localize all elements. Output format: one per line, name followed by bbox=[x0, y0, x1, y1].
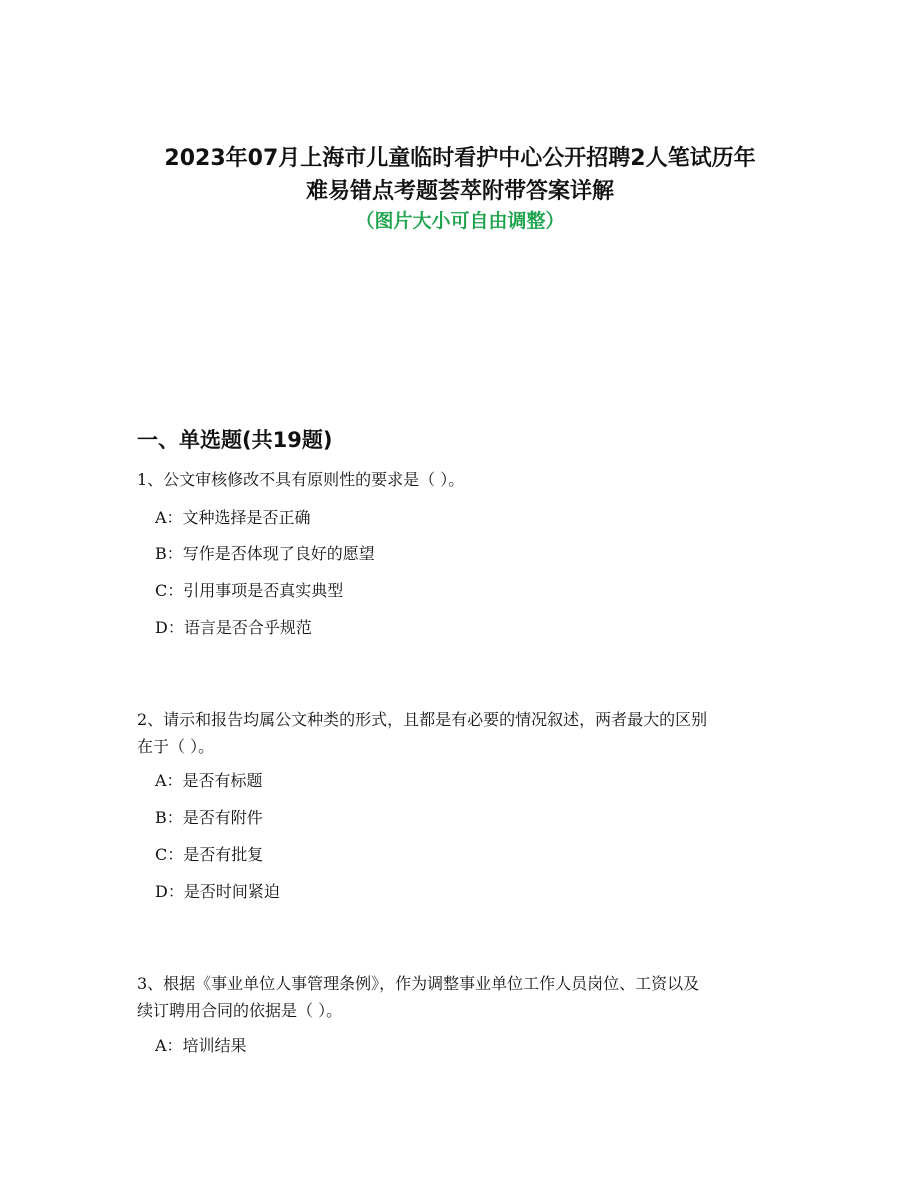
question-3-option-a: A：培训结果 bbox=[155, 1036, 247, 1055]
document-title-line-1: 2023年07月上海市儿童临时看护中心公开招聘2人笔试历年 bbox=[164, 146, 756, 171]
question-2-option-a: A：是否有标题 bbox=[155, 771, 263, 790]
question-1-option-a: A：文种选择是否正确 bbox=[155, 508, 311, 527]
question-2-option-d: D：是否时间紧迫 bbox=[155, 882, 280, 901]
question-1-option-b: B：写作是否体现了良好的愿望 bbox=[155, 544, 375, 563]
question-3-text-line-2: 续订聘用合同的依据是（ ）。 bbox=[137, 1001, 343, 1020]
question-2-option-c: C：是否有批复 bbox=[155, 845, 264, 864]
section-heading: 一、单选题(共19题) bbox=[137, 428, 333, 452]
question-1-text: 1、公文审核修改不具有原则性的要求是（ ）。 bbox=[137, 470, 465, 489]
question-2-option-b: B：是否有附件 bbox=[155, 808, 263, 827]
question-2-text-line-2: 在于（ ）。 bbox=[137, 737, 215, 756]
question-2-text-line-1: 2、请示和报告均属公文种类的形式，且都是有必要的情况叙述，两者最大的区别 bbox=[137, 710, 708, 729]
question-3-text-line-1: 3、根据《事业单位人事管理条例》，作为调整事业单位工作人员岗位、工资以及 bbox=[137, 974, 700, 993]
document-title-line-2: 难易错点考题荟萃附带答案详解 bbox=[305, 179, 614, 204]
question-1-option-c: C：引用事项是否真实典型 bbox=[155, 581, 344, 600]
question-1-option-d: D：语言是否合乎规范 bbox=[155, 618, 312, 637]
document-subtitle: （图片大小可自由调整） bbox=[355, 210, 565, 232]
